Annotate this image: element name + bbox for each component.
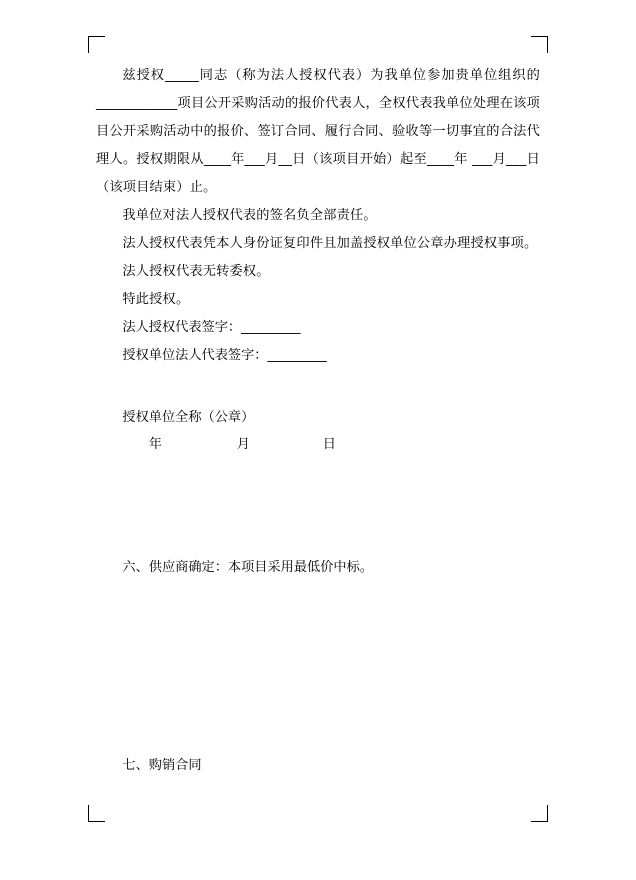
crop-mark-bottom-left (88, 805, 105, 822)
responsibility-paragraph: 我单位对法人授权代表的签名负全部责任。 (122, 208, 377, 223)
legal-person-signature-line: 授权单位法人代表签字：_________ (122, 348, 327, 363)
no-subdelegation-paragraph: 法人授权代表无转委权。 (122, 264, 270, 279)
crop-mark-top-left (88, 36, 105, 53)
section-seven-heading: 七、购销合同 (122, 758, 202, 773)
crop-mark-bottom-right (531, 805, 548, 822)
date-day-label: 日 (322, 437, 336, 452)
id-copy-paragraph: 法人授权代表凭本人身份证复印件且加盖授权单位公章办理授权事项。 (122, 236, 538, 251)
date-month-label: 月 (236, 437, 250, 452)
seal-unit-name-line: 授权单位全称（公章） (122, 410, 255, 425)
document-content (96, 62, 540, 780)
authorization-paragraph: 兹授权_____同志（称为法人授权代表）为我单位参加贵单位组织的____________项目公开采购活动的报价代表人，全权代表我单位处理在该项目公开采购活动中的报价、签订合同、履行合同、验收等一切事宜的合法代理人。授权期限从____年___月__日（该项目开始）起至____年 ___月___日（该项目结束）止。 (96, 68, 540, 195)
spacer-before-section-seven (96, 582, 540, 752)
representative-signature-line: 法人授权代表签字：_________ (122, 320, 301, 335)
section-six-heading: 六、供应商确定：本项目采用最低价中标。 (122, 560, 373, 575)
date-line (96, 432, 540, 458)
crop-mark-top-right (531, 36, 548, 53)
spacer-before-section-six (96, 458, 540, 554)
date-year-label: 年 (148, 437, 162, 452)
spacer-before-seal (96, 370, 540, 404)
hereby-authorize-paragraph: 特此授权。 (122, 292, 190, 307)
